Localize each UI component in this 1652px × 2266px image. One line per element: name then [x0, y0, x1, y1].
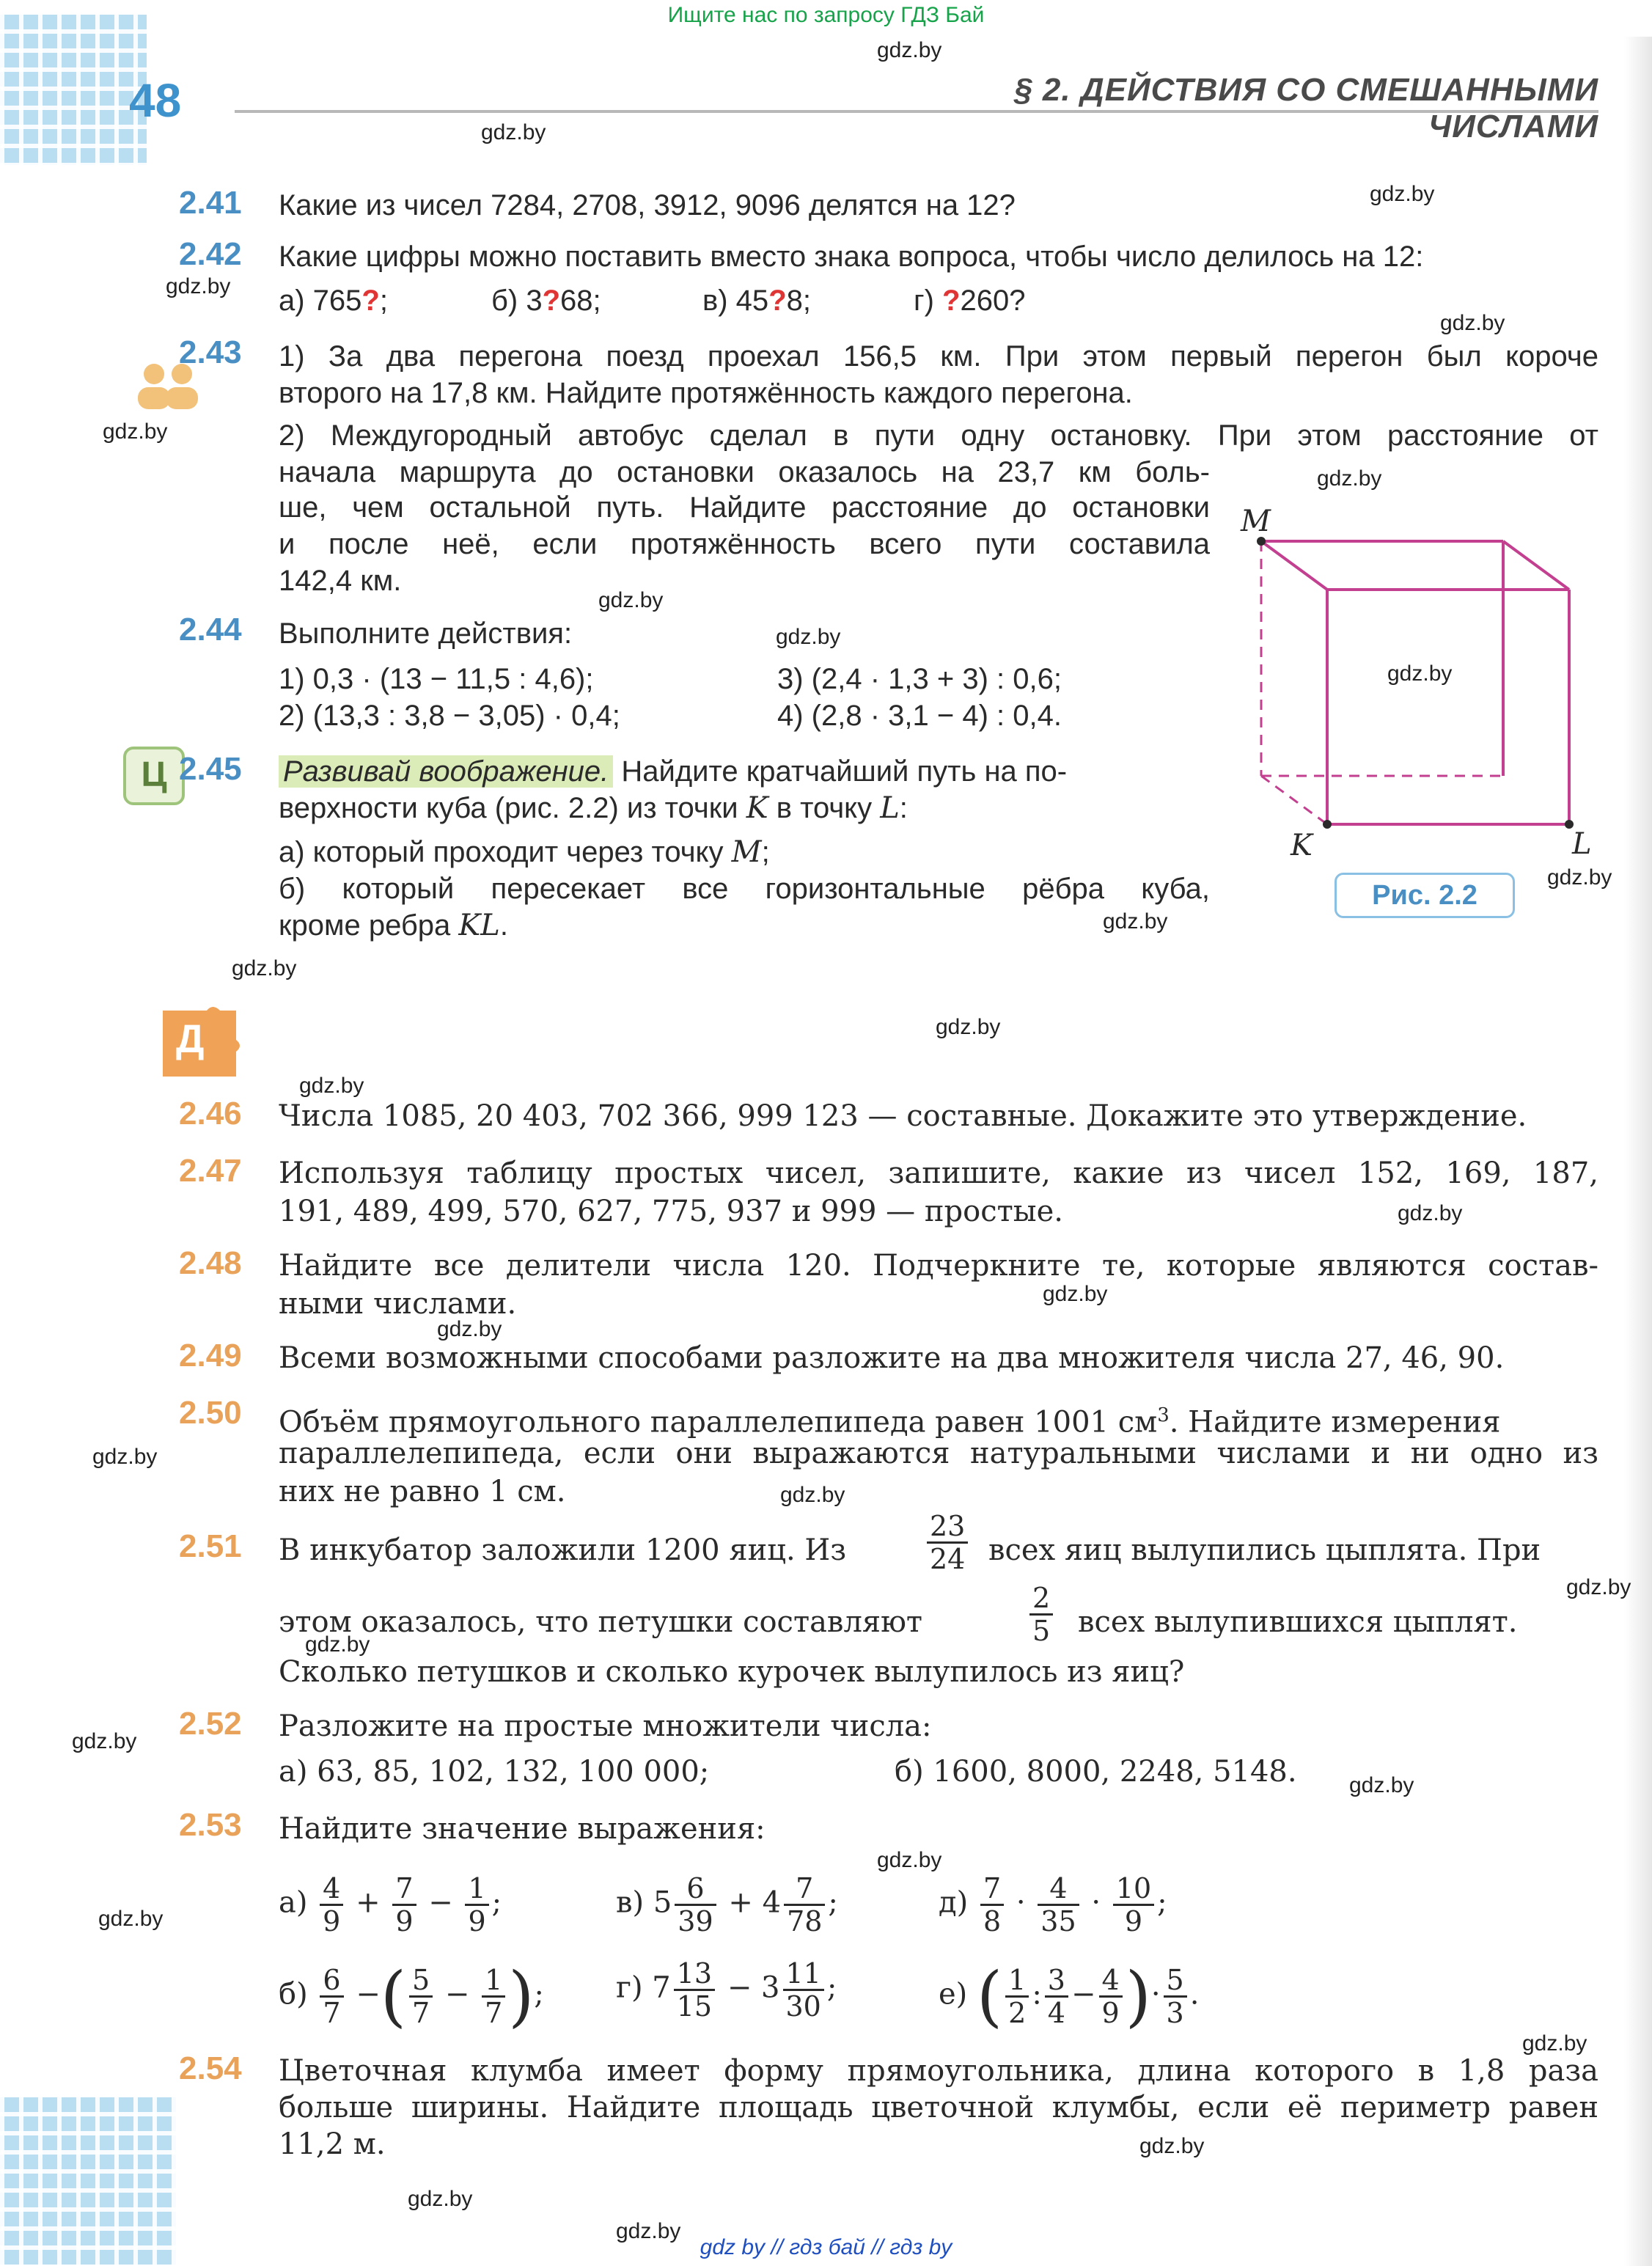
problem-number: 2.53: [179, 1807, 242, 1843]
watermark: gdz.by: [1370, 182, 1435, 206]
cube-hidden-edge: [1261, 776, 1327, 824]
problem-text: Всеми возможными способами разложите на два множителя числа 27, 46, 90.: [279, 1341, 1505, 1375]
problem-text: 1) За два перегона поезд проехал 156,5 км. При этом первый перегон был короче: [279, 340, 1598, 373]
watermark: gdz.by: [103, 419, 168, 444]
watermark: gdz.by: [1317, 466, 1382, 491]
watermark: gdz.by: [877, 38, 942, 62]
problem-text: а) который проходит через точку M;: [279, 835, 770, 869]
problem-number: 2.45: [179, 751, 242, 787]
watermark: gdz.by: [72, 1729, 137, 1753]
page-edge-shadow: [1624, 37, 1652, 2266]
watermark: gdz.by: [1349, 1773, 1414, 1797]
problem-text: Найдите значение выражения:: [279, 1812, 766, 1846]
problem-text: второго на 17,8 км. Найдите протяжённость каждого перегона.: [279, 377, 1133, 409]
problem-text: кроме ребра KL.: [279, 909, 508, 942]
cube-edge: [1503, 541, 1569, 590]
problem-text: этом оказалось, что петушки составляют $\frac{2}{5}$ всех вылупившихся цыплят.: [279, 1582, 1518, 1647]
expression-d: д) $\frac{7}{8}$ · $\frac{4}{35}$ · $\frac{10}{9}$ ;: [939, 1872, 1167, 1937]
problem-number: 2.48: [179, 1245, 242, 1281]
problem-text: Какие цифры можно поставить вместо знака вопроса, чтобы число делилось на 12:: [279, 241, 1424, 273]
watermark: gdz.by: [616, 2219, 681, 2243]
problem-text: 2) Междугородный автобус сделал в пути одну остановку. При этом расстояние от: [279, 419, 1598, 452]
problem-text: ше, чем остальной путь. Найдите расстояние до остановки: [279, 491, 1210, 524]
problem-text: Какие из чисел 7284, 2708, 3912, 9096 делятся на 12?: [279, 189, 1016, 221]
problem-text: Разложите на простые множители числа:: [279, 1709, 932, 1743]
problem-number: 2.51: [179, 1528, 242, 1564]
expression-row: [279, 1951, 1584, 2039]
watermark: gdz.by: [1566, 1575, 1631, 1599]
figure-caption: Рис. 2.2: [1335, 873, 1515, 918]
watermark: gdz.by: [598, 588, 664, 612]
cube-edge: [1261, 541, 1327, 590]
problem-number: 2.43: [179, 334, 242, 370]
watermark: gdz.by: [481, 120, 546, 144]
top-search-link[interactable]: Ищите нас по запросу ГДЗ Бай: [667, 3, 985, 27]
problem-number: 2.47: [179, 1153, 242, 1189]
problem-text: Развивай воображение. Найдите кратчайший путь на по-: [279, 752, 1210, 791]
watermark: gdz.by: [780, 1483, 845, 1507]
problem-text: Выполните действия:: [279, 617, 573, 650]
problem-text: Цветочная клумба имеет форму прямоугольника, длина которого в 1,8 раза: [279, 2054, 1598, 2088]
problem-number: 2.49: [179, 1338, 242, 1374]
problem-text: Сколько петушков и сколько курочек вылупилось из яиц?: [279, 1655, 1185, 1689]
problem-number: 2.46: [179, 1096, 242, 1132]
problem-text: верхности куба (рис. 2.2) из точки K в точку L:: [279, 791, 908, 825]
section-title: § 2. ДЕЙСТВИЯ СО СМЕШАННЫМИ ЧИСЛАМИ: [1014, 72, 1598, 144]
problem-number: 2.50: [179, 1395, 242, 1431]
page-number: 48: [129, 74, 182, 127]
problem-text: и после неё, если протяжённость всего пути составила: [279, 528, 1210, 560]
watermark: gdz.by: [1043, 1282, 1108, 1306]
watermark: gdz.by: [1139, 2134, 1205, 2158]
c-badge-icon: Ц: [123, 747, 185, 805]
expression-a: а) $\frac{4}{9}$ + $\frac{7}{9}$ − $\frac{1}{9}$ ;: [279, 1872, 502, 1937]
problem-text: начала маршрута до остановки оказалось на 23,7 км боль-: [279, 456, 1210, 488]
watermark: gdz.by: [232, 956, 297, 980]
watermark: gdz.by: [408, 2187, 473, 2211]
expression-row: [279, 1855, 1584, 1936]
watermark: gdz.by: [299, 1074, 364, 1098]
problem-text: 11,2 м.: [279, 2127, 386, 2161]
problem-text: Используя таблицу простых чисел, запишите, какие из чисел 152, 169, 187,: [279, 1156, 1598, 1190]
watermark: gdz.by: [1522, 2031, 1587, 2056]
watermark: gdz.by: [305, 1632, 370, 1657]
problem-text: ными числами.: [279, 1287, 517, 1321]
problem-text: 191, 489, 499, 570, 627, 775, 937 и 999 — простые.: [279, 1195, 1063, 1228]
watermark: gdz.by: [1387, 661, 1453, 686]
watermark: gdz.by: [1103, 909, 1168, 934]
problem-text: В инкубатор заложили 1200 яиц. Из $\frac{23}{24}$ всех яиц вылупились цыплята. При: [279, 1510, 1541, 1575]
d-badge-label: Д: [176, 1017, 205, 1061]
watermark: gdz.by: [936, 1015, 1001, 1039]
corner-grid-top: [0, 15, 147, 165]
expression-e: е) ( $\frac{1}{2}$ : $\frac{3}{4}$ − $\frac{4}{9}$ )· $\frac{5}{3}$ .: [939, 1958, 1200, 2035]
point-k: [1323, 820, 1332, 829]
cube-figure: [1239, 528, 1591, 865]
problem-number: 2.42: [179, 236, 242, 272]
watermark: gdz.by: [437, 1317, 502, 1341]
bottom-links[interactable]: gdz by // гдз бай // гдз by: [700, 2235, 952, 2259]
problem-text: них не равно 1 см.: [279, 1475, 566, 1508]
problem-text: 142,4 км.: [279, 565, 402, 597]
watermark: gdz.by: [1398, 1201, 1463, 1225]
problem-number: 2.41: [179, 185, 242, 221]
cube-label-m: M: [1241, 505, 1271, 538]
watermark: gdz.by: [1547, 865, 1612, 890]
cube-label-l: L: [1572, 827, 1592, 861]
expression-v: в) 5 $\frac{6}{39}$ + 4 $\frac{7}{78}$ ;: [616, 1872, 838, 1937]
watermark: gdz.by: [877, 1848, 942, 1872]
expression-b: б) $\frac{6}{7}$ −( $\frac{5}{7}$ − $\frac{1}{7}$ );: [279, 1958, 544, 2035]
problem-text: больше ширины. Найдите площадь цветочной клумбы, если её периметр равен: [279, 2091, 1598, 2124]
problem-text: Объём прямоугольного параллелепипеда равен 1001 $см^3$. Найдите измерения: [279, 1404, 1501, 1440]
problem-number: 2.44: [179, 612, 242, 648]
watermark: gdz.by: [92, 1445, 158, 1469]
problem-text: параллелепипеда, если они выражаются натуральными числами и ни одно из: [279, 1437, 1598, 1470]
watermark: gdz.by: [776, 625, 841, 649]
problem-text: Найдите все делители числа 120. Подчеркните те, которые являются состав-: [279, 1249, 1598, 1283]
watermark: gdz.by: [1440, 311, 1505, 335]
watermark: gdz.by: [98, 1907, 164, 1931]
problem-text: Числа 1085, 20 403, 702 366, 999 123 — составные. Докажите это утверждение.: [279, 1099, 1527, 1133]
watermark: gdz.by: [166, 274, 231, 298]
expression-g: г) 7 $\frac{13}{15}$ − 3 $\frac{11}{30}$ ;: [616, 1957, 837, 2023]
problem-number: 2.52: [179, 1706, 242, 1742]
cube-label-k: K: [1291, 829, 1313, 862]
problem-text: б) который пересекает все горизонтальные рёбра куба,: [279, 873, 1210, 905]
problem-number: 2.54: [179, 2050, 242, 2086]
